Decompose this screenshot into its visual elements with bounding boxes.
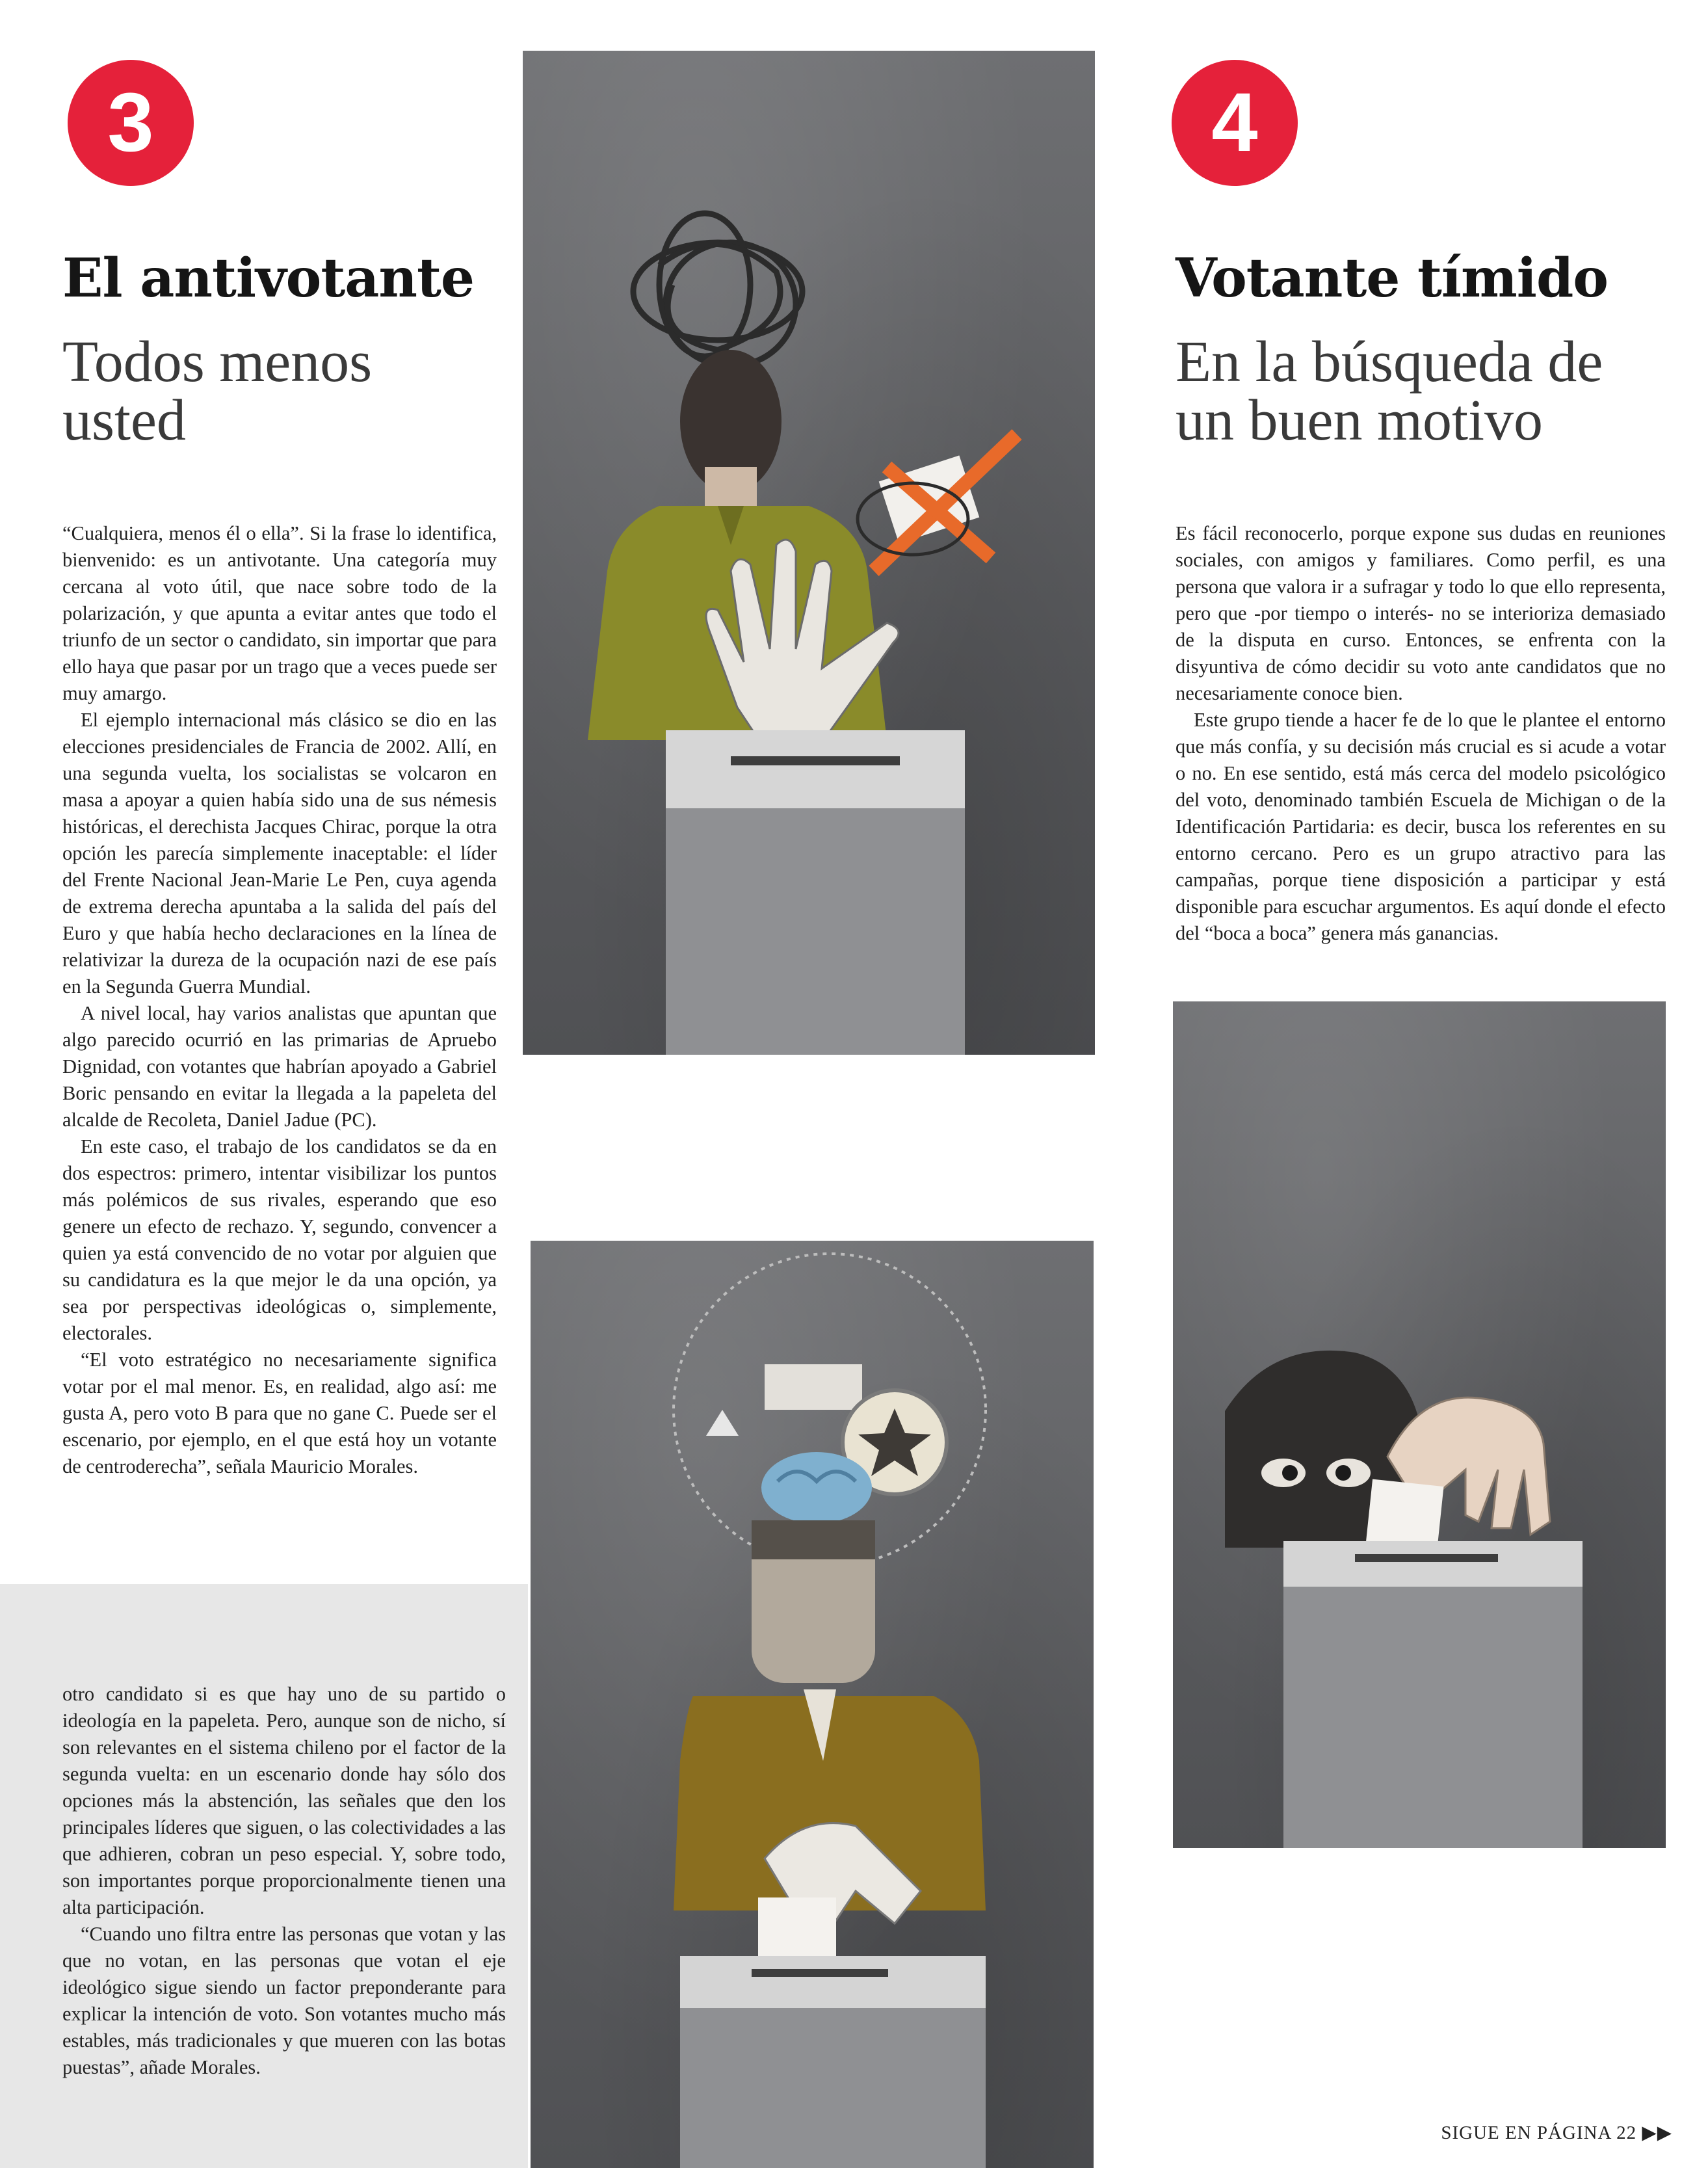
paragraph: “El voto estratégico no necesariamente significa votar por el mal menor. Es, en realidad, algo así: me gusta A, pero voto B para que no gane C. Puede ser el escenario, por ejemplo, en el que está hoy un votante de centroderecha”, señala Mauricio Morales. xyxy=(62,1349,497,1477)
collage-art xyxy=(1173,1001,1666,1848)
paragraph: otro candidato si es que hay uno de su partido o ideología en la papeleta. Pero, aunque son de nicho, sí son relevantes en el sistema chileno por el factor de la segunda vuelta: en un escenario donde hay sólo dos opciones más la abstención, las señales que den los principales líderes que siguen, o las colectividades a las que adhieren, cobran un peso especial. Y, sobre todo, son importantes porque proporcionalmente tienen una alta participación. xyxy=(62,1683,506,1918)
triangle-icon xyxy=(706,1410,739,1436)
paragraph: Este grupo tiende a hacer fe de lo que le plantee el entorno que más confía, y su decisión más crucial es si acude a votar o no. En ese sentido, está más cerca del modelo psicológico del voto, denominado también Escuela de Michigan o de la Identificación Partidaria: es decir, busca los referentes en su entorno cercano. Pero es un grupo atractivo para las campañas, porque tiene disposición a participar y está disponible para escuchar argumentos. Es aquí donde el efecto del “boca a boca” genera más ganancias. xyxy=(1176,709,1666,944)
paragraph: “Cuando uno filtra entre las personas que votan y las que no votan, en las personas que votan el eje ideológico sigue siendo un factor preponderante para explicar la intención de voto. Son votantes mucho más estables, más tradicionales y que mueren con las botas puestas”, añade Morales. xyxy=(62,1923,506,2078)
illustration-antivotante xyxy=(523,51,1095,1055)
ballot-box-body xyxy=(680,2008,986,2168)
ballot-slot xyxy=(752,1969,888,1977)
subheadline-line: En la búsqueda de xyxy=(1176,330,1603,394)
article-column xyxy=(62,520,497,1480)
ballot-slot xyxy=(1355,1554,1498,1562)
paragraph: “Cualquiera, menos él o ella”. Si la frase lo identifica, bienvenido: es un antivotante. Una categoría muy cercana al voto útil, que nace sobre todo de la polarización, y que apunta a evitar antes que todo el triunfo de un sector o candidato, sin importar que para ello haya que pasar por un trago que a veces puede ser muy amargo. xyxy=(62,522,497,704)
paragraph: A nivel local, hay varios analistas que apuntan que algo parecido ocurrió en las primarias de Apruebo Dignidad, con votantes que habrían apoyado a Gabriel Boric pensando en evitar la llegada a la papeleta del alcalde de Recoleta, Daniel Jadue (PC). xyxy=(62,1002,497,1131)
collage-art xyxy=(531,1241,1094,2168)
article-column xyxy=(1176,520,1666,947)
subheadline-line: usted xyxy=(62,388,186,453)
section-subheadline xyxy=(1176,330,1603,453)
illustration-votante-timido xyxy=(1173,1001,1666,1848)
section-subheadline xyxy=(62,330,373,453)
ballot-box-body xyxy=(666,808,965,1055)
continues-on-page-link[interactable]: SIGUE EN PÁGINA 22 ▶▶ xyxy=(1441,2122,1672,2143)
ballot-box-lid xyxy=(680,1956,986,2008)
illustration-ideologico xyxy=(531,1241,1094,2168)
section-number-badge: 4 xyxy=(1172,60,1298,186)
scribble-icon xyxy=(633,213,802,366)
article-column-continued xyxy=(62,1681,506,2081)
crossed-ballot-icon xyxy=(858,434,1017,571)
ballot-slot xyxy=(731,756,900,765)
subheadline-line: Todos menos xyxy=(62,330,373,394)
section-number-badge: 3 xyxy=(68,60,194,186)
section-headline: Votante tímido xyxy=(1176,247,1608,310)
ballot-box-body xyxy=(1283,1587,1583,1848)
collage-art xyxy=(523,51,1095,1055)
paragraph: En este caso, el trabajo de los candidatos se da en dos espectros: primero, intentar visibilizar los puntos más polémicos de sus rivales, esperando que eso genere un efecto de rechazo. Y, segundo, convencer a quien ya está convencido de no votar por alguien que su candidatura es la que mejor le da una opción, ya sea por perspectivas ideológicas o, simplemente, electorales. xyxy=(62,1135,497,1344)
brain-icon xyxy=(761,1452,872,1524)
paragraph: El ejemplo internacional más clásico se dio en las elecciones presidenciales de Francia de 2002. Allí, en una segunda vuelta, los socialistas se volcaron en masa a apoyar a quien había sido una de sus némesis históricas, el derechista Jacques Chirac, porque la otra opción les parecía simplemente inaceptable: el líder del Frente Nacional Jean-Marie Le Pen, cuya agenda de extrema derecha apuntaba a la salida del país del Euro y que había hecho declaraciones en la línea de relativizar la dureza de la ocupación nazi de ese país en la Segunda Guerra Mundial. xyxy=(62,709,497,998)
section-headline: El antivotante xyxy=(62,247,474,310)
forehead-fragment xyxy=(765,1364,862,1410)
paragraph: Es fácil reconocerlo, porque expone sus dudas en reuniones sociales, con amigos y familiares. Como perfil, es una persona que valora ir a sufragar y todo lo que ello representa, pero que -por tiempo o interés- no se interioriza demasiado de la disputa en curso. Entonces, se enfrenta con la disyuntiva de cómo decidir su voto ante candidatos que no necesariamente conoce bien. xyxy=(1176,522,1666,704)
ballot-box-lid xyxy=(1283,1541,1583,1587)
ballot-box-lid xyxy=(666,730,965,808)
subheadline-line: un buen motivo xyxy=(1176,388,1543,453)
